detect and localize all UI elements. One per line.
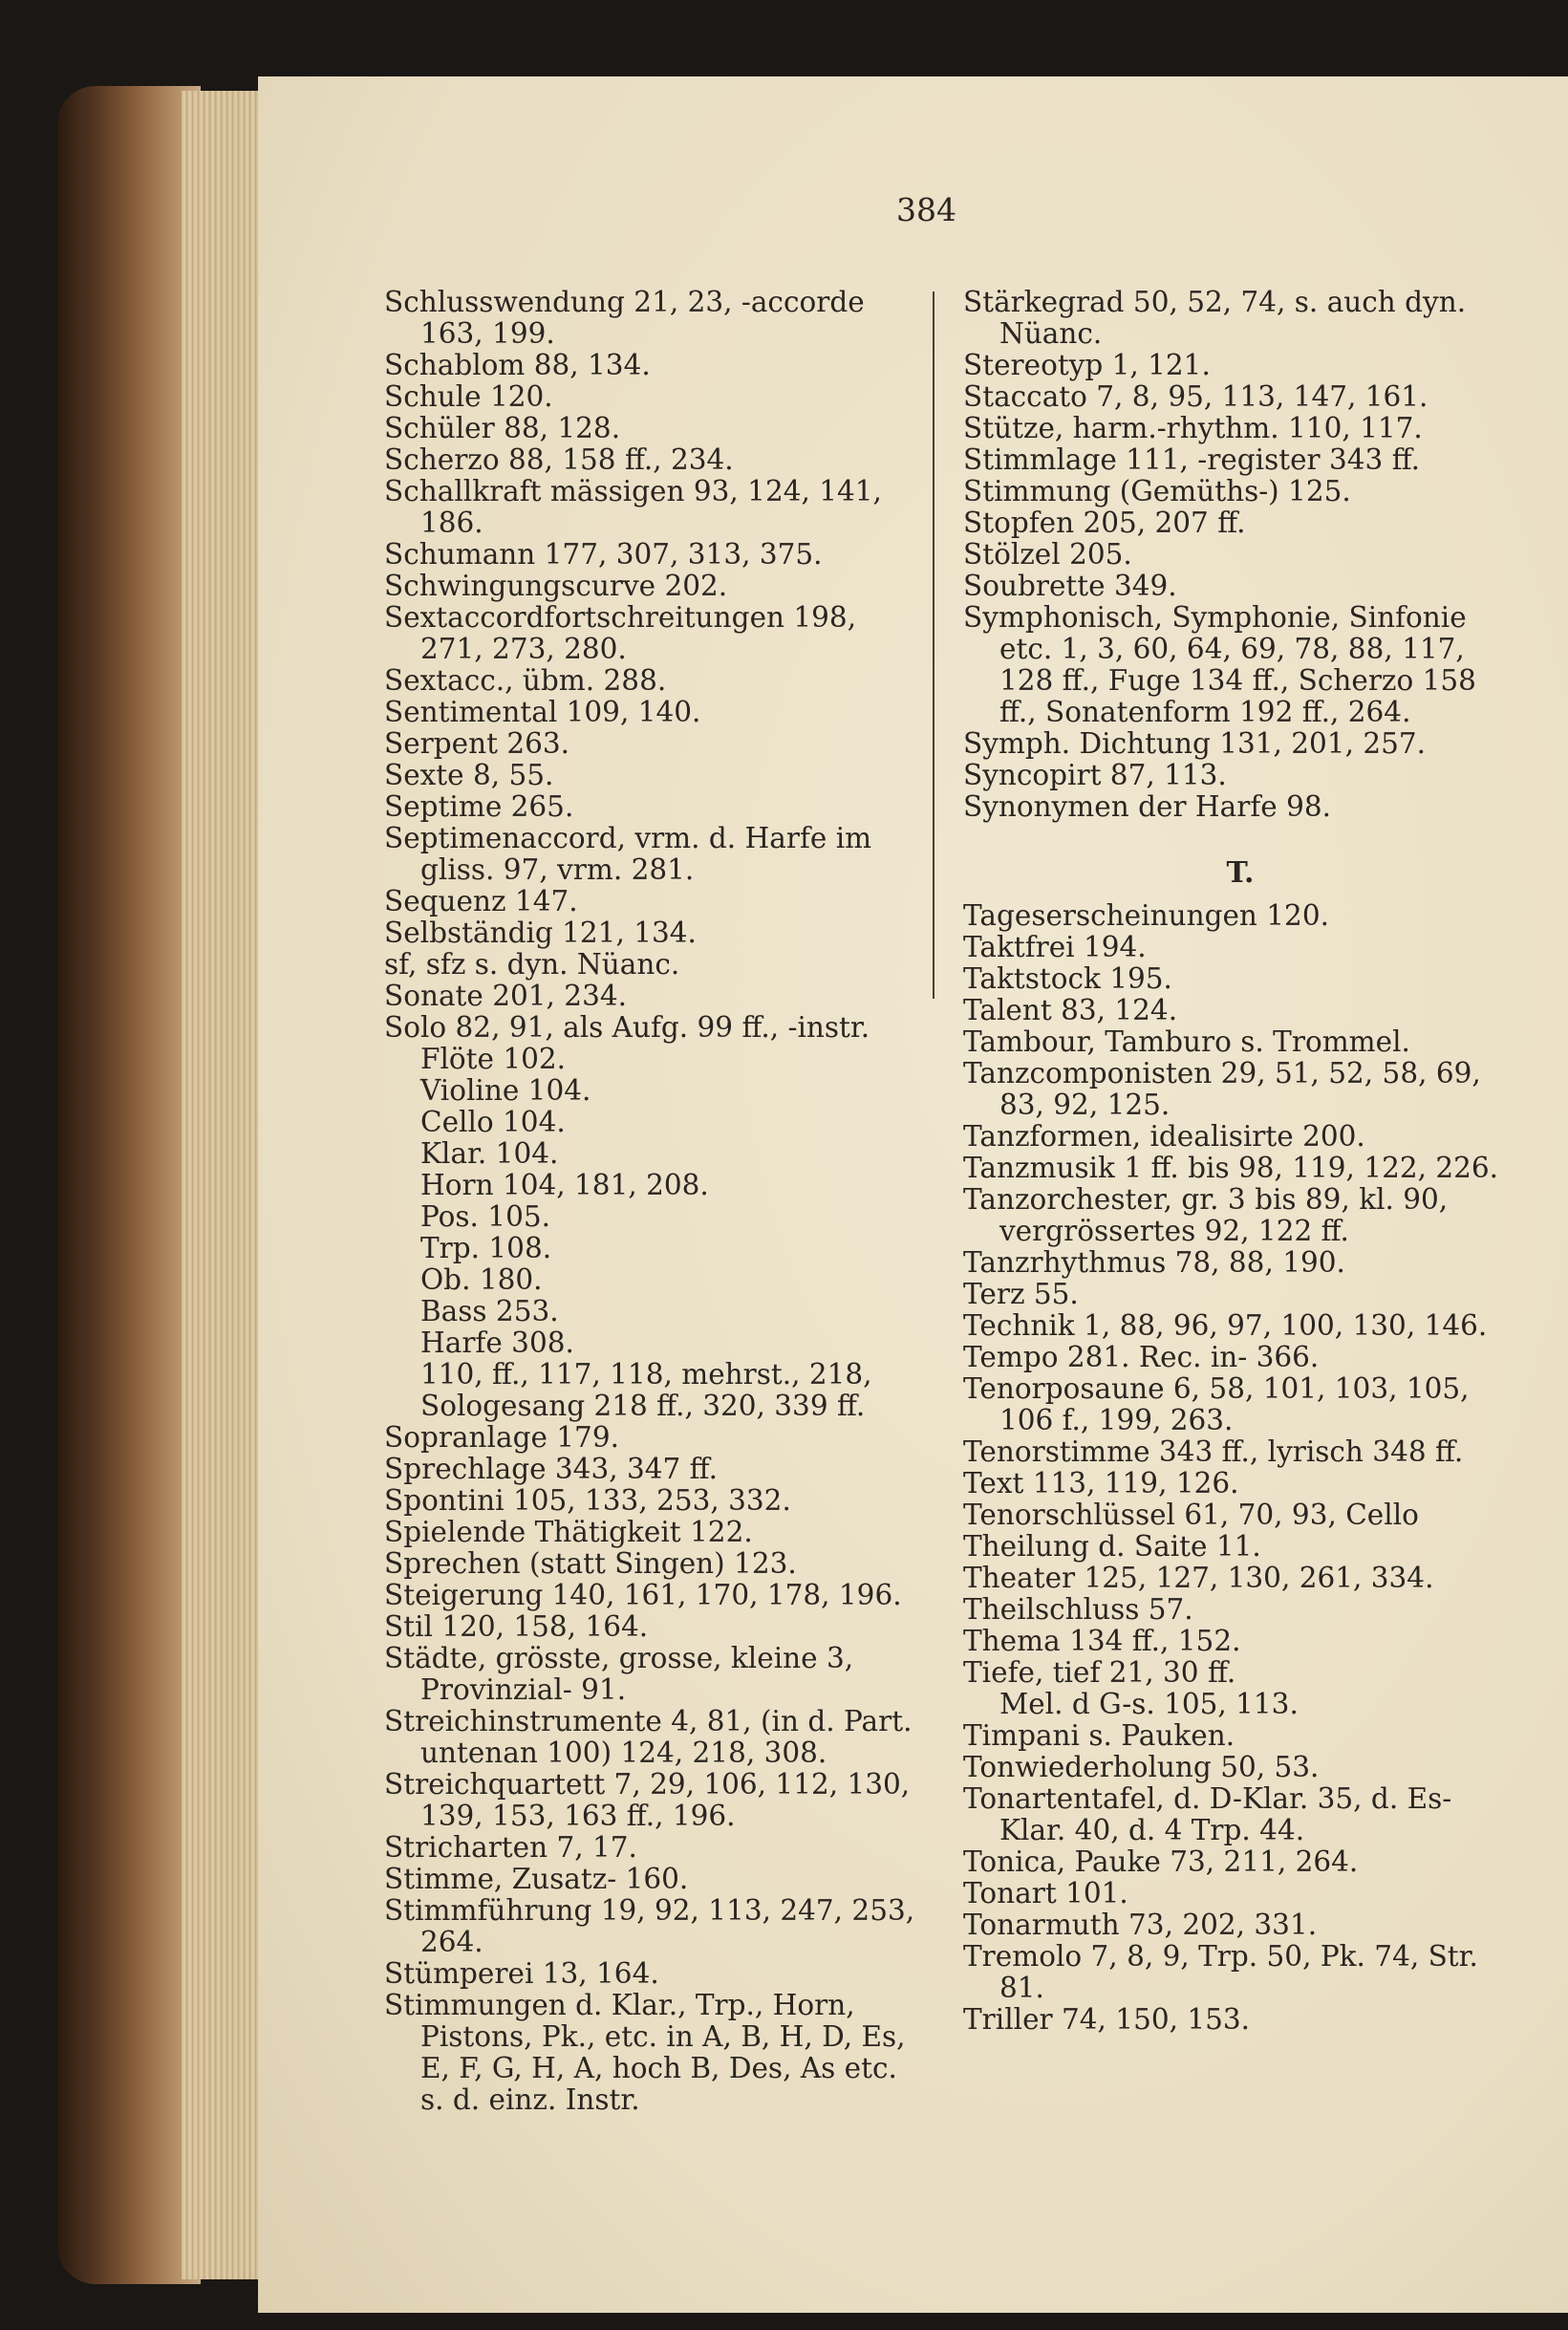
index-entry: Steigerung 140, 161, 170, 178, 196. <box>384 1579 902 1611</box>
index-entry: Serpent 263. <box>384 727 570 760</box>
index-entry: Tanzrhythmus 78, 88, 190. <box>963 1246 1345 1279</box>
index-entry: Mel. d G-s. 105, 113. <box>999 1688 1299 1720</box>
index-entry: Schlusswendung 21, 23, -accorde 163, 199. <box>384 286 865 350</box>
index-entry: Tenorposaune 6, 58, 101, 103, 105, 106 f., 199, 263. <box>963 1372 1470 1436</box>
index-entry: Städte, grösste, grosse, kleine 3, Provinzial- 91. <box>384 1642 854 1706</box>
book-page <box>258 76 1568 2313</box>
page-number: 384 <box>896 191 956 228</box>
index-entry: Stereotyp 1, 121. <box>963 349 1211 381</box>
index-entry: Flöte 102. <box>420 1043 567 1075</box>
page-edges <box>182 91 268 2279</box>
index-entry: Sextacc., übm. 288. <box>384 664 667 697</box>
index-entry: Spontini 105, 133, 253, 332. <box>384 1484 791 1517</box>
index-entry: Syncopirt 87, 113. <box>963 759 1227 791</box>
index-entry: Stölzel 205. <box>963 538 1132 571</box>
index-entry: Tanzorchester, gr. 3 bis 89, kl. 90, vergrössertes 92, 122 ff. <box>963 1183 1449 1247</box>
index-entry: Tenorstimme 343 ff., lyrisch 348 ff. <box>963 1435 1464 1468</box>
index-entry: Bass 253. <box>420 1295 559 1327</box>
index-entry: Taktstock 195. <box>963 962 1172 995</box>
index-entry: Stopfen 205, 207 ff. <box>963 507 1246 539</box>
index-entry: Sequenz 147. <box>384 885 578 917</box>
column-divider <box>933 291 934 999</box>
index-entry: Sentimental 109, 140. <box>384 696 701 728</box>
index-entry: Tonartentafel, d. D-Klar. 35, d. Es-Klar. 40, d. 4 Trp. 44. <box>963 1782 1452 1846</box>
index-entry: Talent 83, 124. <box>963 994 1178 1026</box>
index-entry: Soubrette 349. <box>963 570 1177 602</box>
index-entry: Thema 134 ff., 152. <box>963 1625 1241 1657</box>
index-entry: Stimmung (Gemüths-) 125. <box>963 475 1351 507</box>
index-entry: Stricharten 7, 17. <box>384 1831 637 1864</box>
s-entries <box>963 287 1517 823</box>
index-entry: Sprechlage 343, 347 ff. <box>384 1453 718 1485</box>
index-entry: Tanzformen, idealisirte 200. <box>963 1120 1365 1153</box>
index-entry: Tonarmuth 73, 202, 331. <box>963 1909 1318 1941</box>
index-entry: Technik 1, 88, 96, 97, 100, 130, 146. <box>963 1309 1488 1342</box>
index-entry: Sonate 201, 234. <box>384 980 627 1012</box>
index-entry: Synonymen der Harfe 98. <box>963 790 1332 823</box>
index-entry: Theilung d. Saite 11. <box>963 1530 1261 1563</box>
index-entry: Scherzo 88, 158 ff., 234. <box>384 443 734 476</box>
index-entry: sf, sfz s. dyn. Nüanc. <box>384 948 680 981</box>
index-entry: Violine 104. <box>420 1074 591 1107</box>
index-entry: Schüler 88, 128. <box>384 412 621 444</box>
index-entry: Schallkraft mässigen 93, 124, 141, 186. <box>384 475 882 539</box>
index-entry: Cello 104. <box>420 1106 566 1138</box>
t-entries <box>963 900 1517 2036</box>
index-entry: Stümperei 13, 164. <box>384 1957 659 1990</box>
index-entry: Sopranlage 179. <box>384 1421 619 1454</box>
index-entry: Tanzcomponisten 29, 51, 52, 58, 69, 83, 92, 125. <box>963 1057 1481 1121</box>
index-entry: Tiefe, tief 21, 30 ff. <box>963 1656 1236 1689</box>
index-entry: Tonica, Pauke 73, 211, 264. <box>963 1845 1359 1878</box>
left-index-column <box>384 287 919 2116</box>
index-entry: Sprechen (statt Singen) 123. <box>384 1547 797 1580</box>
right-index-column <box>963 287 1517 2036</box>
index-entry: Stil 120, 158, 164. <box>384 1610 649 1643</box>
index-entry: Pos. 105. <box>420 1200 550 1233</box>
index-entry: Theilschluss 57. <box>963 1593 1193 1626</box>
index-entry: Triller 74, 150, 153. <box>963 2003 1251 2036</box>
index-entry: Sexte 8, 55. <box>384 759 554 791</box>
index-entry: Symphonisch, Symphonie, Sinfonie etc. 1, 3, 60, 64, 69, 78, 88, 117, 128 ff., Fuge 134 ff., Scherzo 158 ff., Sonatenform 192 ff., 264. <box>963 601 1476 728</box>
index-entry: Tambour, Tamburo s. Trommel. <box>963 1025 1410 1058</box>
index-entry: Septimenaccord, vrm. d. Harfe im gliss. 97, vrm. 281. <box>384 822 872 886</box>
index-entry: Schwingungscurve 202. <box>384 570 728 602</box>
index-entry: Streichinstrumente 4, 81, (in d. Part. untenan 100) 124, 218, 308. <box>384 1705 913 1769</box>
index-entry: Selbständig 121, 134. <box>384 917 697 949</box>
index-entry: Stärkegrad 50, 52, 74, s. auch dyn. Nüanc. <box>963 286 1467 350</box>
book-spine <box>57 86 201 2284</box>
index-entry: Sologesang 218 ff., 320, 339 ff. <box>420 1390 866 1422</box>
index-entry: Septime 265. <box>384 790 574 823</box>
index-entry: Tonart 101. <box>963 1877 1128 1909</box>
index-entry: Trp. 108. <box>420 1232 552 1264</box>
index-entry: Schablom 88, 134. <box>384 349 651 381</box>
index-entry: Streichquartett 7, 29, 106, 112, 130, 139, 153, 163 ff., 196. <box>384 1768 911 1832</box>
index-entry: Spielende Thätigkeit 122. <box>384 1516 753 1548</box>
index-entry: Stütze, harm.-rhythm. 110, 117. <box>963 412 1423 444</box>
section-heading-t: T. <box>1226 856 1255 890</box>
index-entry: Symph. Dichtung 131, 201, 257. <box>963 727 1427 760</box>
index-entry: Stimmführung 19, 92, 113, 247, 253, 264. <box>384 1894 915 1958</box>
index-entry: Staccato 7, 8, 95, 113, 147, 161. <box>963 380 1428 413</box>
index-entry: Tanzmusik 1 ff. bis 98, 119, 122, 226. <box>963 1152 1499 1184</box>
index-entry: Klar. 104. <box>420 1137 559 1170</box>
index-entry: Horn 104, 181, 208. <box>420 1169 709 1201</box>
index-entry: Tempo 281. Rec. in- 366. <box>963 1341 1320 1373</box>
index-entry: Harfe 308. <box>420 1327 574 1359</box>
index-entry: Terz 55. <box>963 1278 1079 1310</box>
index-entry: Sextaccordfortschreitungen 198, 271, 273, 280. <box>384 601 857 665</box>
index-entry: Tremolo 7, 8, 9, Trp. 50, Pk. 74, Str. 81. <box>963 1940 1478 2004</box>
index-entry: Text 113, 119, 126. <box>963 1467 1239 1499</box>
index-entry: Tenorschlüssel 61, 70, 93, Cello <box>963 1499 1419 1531</box>
index-entry: Theater 125, 127, 130, 261, 334. <box>963 1562 1434 1594</box>
index-entry: Stimmlage 111, -register 343 ff. <box>963 443 1420 476</box>
index-entry: Stimme, Zusatz- 160. <box>384 1863 689 1895</box>
index-entry: Schumann 177, 307, 313, 375. <box>384 538 823 571</box>
index-entry: Tageserscheinungen 120. <box>963 899 1329 932</box>
index-entry: Schule 120. <box>384 380 553 413</box>
index-entry: Stimmungen d. Klar., Trp., Horn, Pistons, Pk., etc. in A, B, H, D, Es, E, F, G, H, A, hoch B, Des, As etc. s. d. einz. Instr. <box>384 1989 906 2116</box>
index-entry: Tonwiederholung 50, 53. <box>963 1751 1320 1783</box>
index-entry: Taktfrei 194. <box>963 931 1147 963</box>
index-entry: Ob. 180. <box>420 1263 543 1296</box>
index-entry: 110, ff., 117, 118, mehrst., 218, <box>420 1358 872 1391</box>
index-entry: Solo 82, 91, als Aufg. 99 ff., -instr. <box>384 1011 870 1044</box>
index-entry: Timpani s. Pauken. <box>963 1719 1235 1752</box>
